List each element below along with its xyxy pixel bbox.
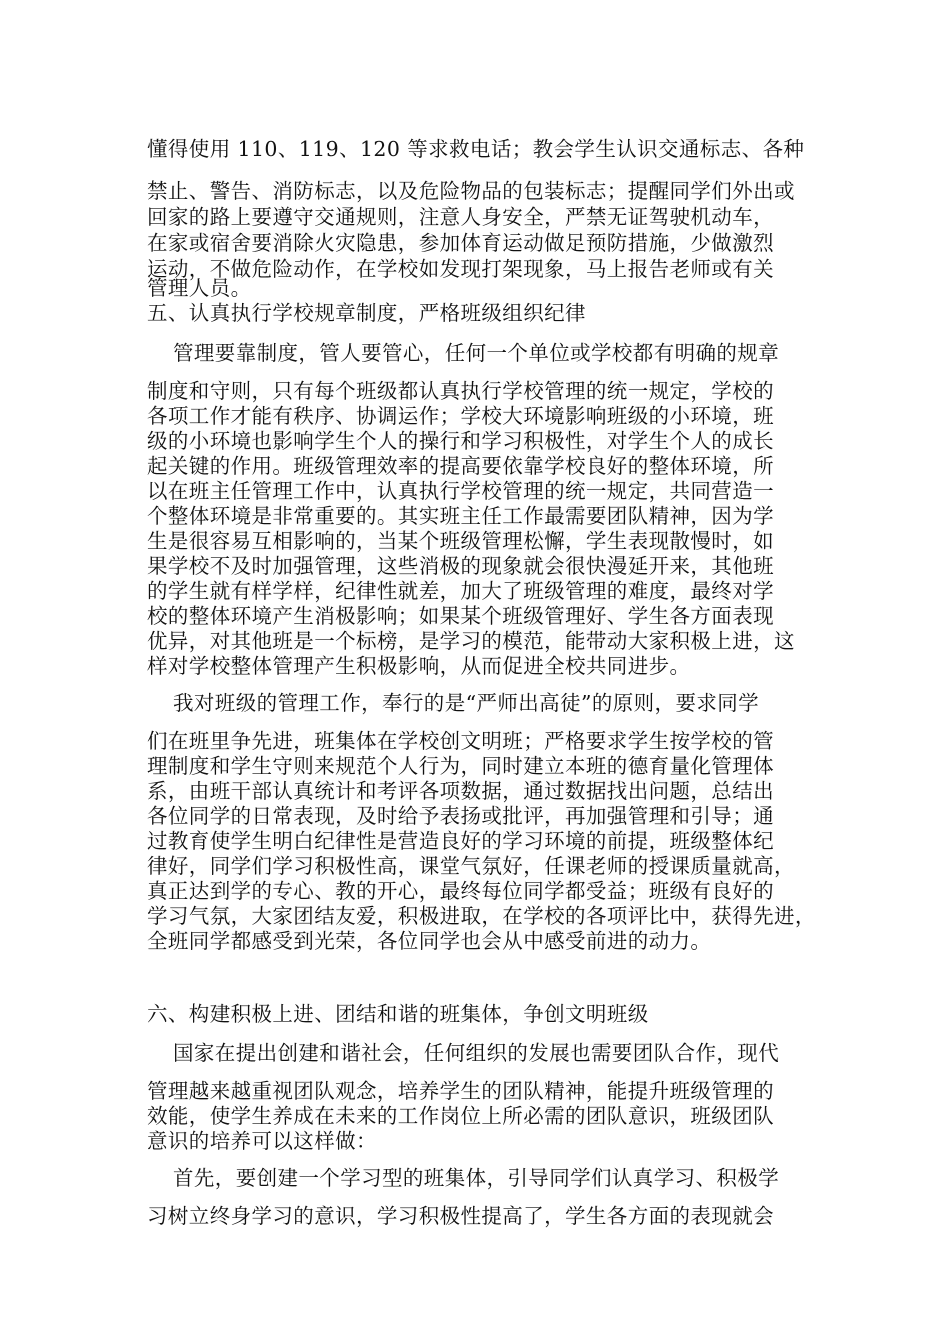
body-text-line: 各项工作才能有秩序、协调运作；学校大环境影响班级的小环境，班 bbox=[147, 404, 774, 428]
body-text-line: 们在班里争先进，班集体在学校创文明班；严格要求学生按学校的管 bbox=[147, 729, 774, 753]
body-text-line: 生是很容易互相影响的，当某个班级管理松懈，学生表现散慢时，如 bbox=[147, 529, 774, 553]
body-text-line: 的学生就有样学样，纪律性就差，加大了班级管理的难度，最终对学 bbox=[147, 579, 774, 603]
body-text-line: 系，由班干部认真统计和考评各项数据，通过数据找出问题，总结出 bbox=[147, 779, 774, 803]
body-text-line: 制度和守则，只有每个班级都认真执行学校管理的统一规定，学校的 bbox=[147, 379, 774, 403]
body-text-line: 校的整体环境产生消极影响；如果某个班级管理好、学生各方面表现 bbox=[147, 604, 774, 628]
body-text-line: 样对学校整体管理产生积极影响，从而促进全校共同进步。 bbox=[147, 654, 691, 678]
body-text-line: 运动，不做危险动作，在学校如发现打架现象，马上报告老师或有关 bbox=[147, 257, 774, 281]
body-text-line: 我对班级的管理工作，奉行的是“严师出高徒”的原则，要求同学 bbox=[173, 691, 760, 715]
body-text-line: 优异，对其他班是一个标榜，是学习的模范，能带动大家积极上进，这 bbox=[147, 629, 795, 653]
body-text-line: 效能，使学生养成在未来的工作岗位上所必需的团队意识，班级团队 bbox=[147, 1104, 774, 1128]
body-text-line: 禁止、警告、消防标志，以及危险物品的包装标志；提醒同学们外出或 bbox=[147, 179, 795, 203]
body-text-line: 果学校不及时加强管理，这些消极的现象就会很快漫延开来，其他班 bbox=[147, 554, 774, 578]
body-text-line: 全班同学都感受到光荣，各位同学也会从中感受前进的动力。 bbox=[147, 929, 712, 953]
body-text-line: 学习气氛，大家团结友爱，积极进取，在学校的各项评比中，获得先进， bbox=[147, 904, 816, 928]
body-text-line: 管理越来越重视团队观念，培养学生的团队精神，能提升班级管理的 bbox=[147, 1079, 774, 1103]
body-text-line: 真正达到学的专心、教的开心，最终每位同学都受益；班级有良好的 bbox=[147, 879, 774, 903]
body-text-line: 以在班主任管理工作中，认真执行学校管理的统一规定，共同营造一 bbox=[147, 479, 774, 503]
body-text-line: 级的小环境也影响学生个人的操行和学习积极性，对学生个人的成长 bbox=[147, 429, 774, 453]
body-text-line: 习树立终身学习的意识，学习积极性提高了，学生各方面的表现就会 bbox=[147, 1204, 774, 1228]
body-text-line: 理制度和学生守则来规范个人行为，同时建立本班的德育量化管理体 bbox=[147, 754, 774, 778]
body-text-line: 个整体环境是非常重要的。其实班主任工作最需要团队精神，因为学 bbox=[147, 504, 774, 528]
body-text-line: 起关键的作用。班级管理效率的提高要依靠学校良好的整体环境，所 bbox=[147, 454, 774, 478]
section-heading: 六、构建积极上进、团结和谐的班集体，争创文明班级 bbox=[147, 1002, 649, 1026]
body-text-line: 在家或宿舍要消除火灾隐患，参加体育运动做足预防措施，少做激烈 bbox=[147, 231, 774, 255]
body-text-line: 过教育使学生明白纪律性是营造良好的学习环境的前提，班级整体纪 bbox=[147, 829, 774, 853]
body-text-line: 管理人员。 bbox=[147, 276, 252, 300]
body-text-line: 国家在提出创建和谐社会，任何组织的发展也需要团队合作，现代 bbox=[173, 1041, 780, 1065]
body-text-line: 回家的路上要遵守交通规则，注意人身安全，严禁无证驾驶机动车， bbox=[147, 205, 774, 229]
section-heading: 五、认真执行学校规章制度，严格班级组织纪律 bbox=[147, 301, 586, 325]
body-text-line: 管理要靠制度，管人要管心，任何一个单位或学校都有明确的规章 bbox=[173, 341, 780, 365]
body-text-line: 首先，要创建一个学习型的班集体，引导同学们认真学习、积极学 bbox=[173, 1166, 780, 1190]
body-text-line: 意识的培养可以这样做： bbox=[147, 1129, 377, 1153]
body-text-line: 懂得使用 110、119、120 等求救电话；教会学生认识交通标志、各种 bbox=[147, 137, 805, 161]
body-text-line: 律好，同学们学习积极性高，课堂气氛好，任课老师的授课质量就高， bbox=[147, 854, 795, 878]
body-text-line: 各位同学的日常表现，及时给予表扬或批评，再加强管理和引导；通 bbox=[147, 804, 774, 828]
